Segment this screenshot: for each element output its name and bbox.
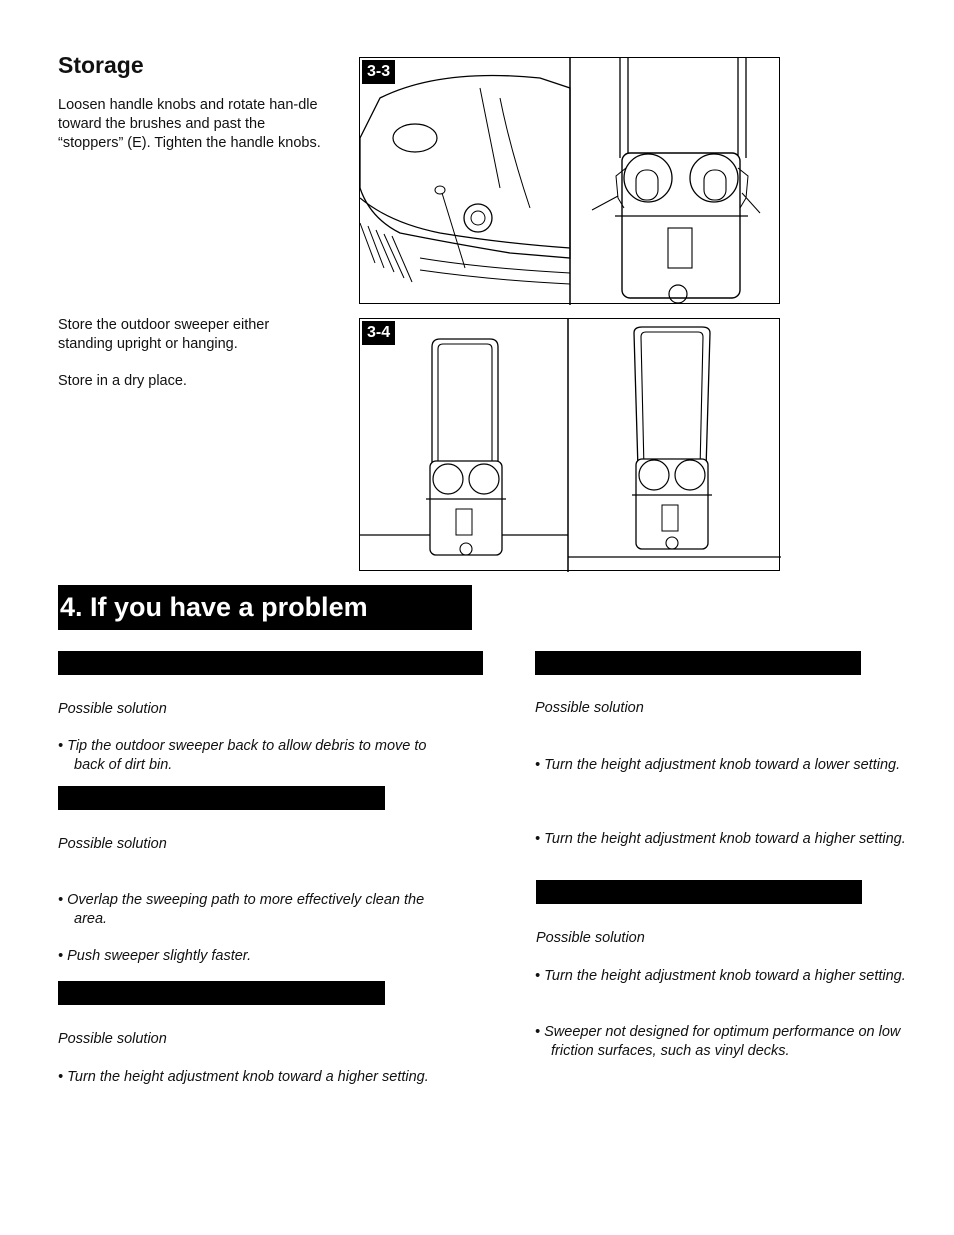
problem-heading-bar — [58, 981, 385, 1005]
storage-heading: Storage — [58, 52, 144, 78]
section-title-problem: 4. If you have a problem — [58, 585, 472, 630]
solution-label: Possible solution — [535, 700, 644, 716]
figure-3-3-illustration — [360, 58, 781, 305]
problem-heading-bar — [58, 651, 483, 675]
figure-3-4 — [359, 318, 780, 571]
solution-bullet: • Sweeper not designed for optimum performance on low friction surfaces, such as vinyl decks. — [535, 1024, 901, 1059]
solution-label: Possible solution — [58, 1031, 167, 1047]
figure-3-3-label: 3-3 — [362, 60, 395, 84]
solution-bullet: • Tip the outdoor sweeper back to allow debris to move to back of dirt bin. — [58, 738, 427, 773]
solution-label: Possible solution — [536, 930, 645, 946]
storage-paragraph-rotate: Loosen handle knobs and rotate han-dle toward the brushes and past the “stoppers” (E). Tighten the handle knobs. — [58, 97, 321, 151]
figure-3-3 — [359, 57, 780, 304]
problem-heading-bar — [535, 651, 861, 675]
figure-3-4-illustration — [360, 319, 781, 572]
storage-paragraph-upright: Store the outdoor sweeper either standing upright or hanging. — [58, 317, 270, 352]
problem-heading-bar — [58, 786, 385, 810]
solution-label: Possible solution — [58, 701, 167, 717]
solution-label: Possible solution — [58, 836, 167, 852]
solution-bullet: • Turn the height adjustment knob toward a lower setting. — [535, 757, 901, 773]
storage-paragraph-dry: Store in a dry place. — [58, 373, 187, 389]
solution-bullet: • Turn the height adjustment knob toward a higher setting. — [535, 968, 906, 984]
solution-bullet: • Overlap the sweeping path to more effectively clean the area. — [58, 892, 425, 927]
problem-heading-bar — [536, 880, 862, 904]
solution-bullet: • Turn the height adjustment knob toward a higher setting. — [58, 1069, 429, 1085]
solution-bullet: • Push sweeper slightly faster. — [58, 948, 252, 964]
figure-3-4-label: 3-4 — [362, 321, 395, 345]
solution-bullet: • Turn the height adjustment knob toward a higher setting. — [535, 831, 906, 847]
